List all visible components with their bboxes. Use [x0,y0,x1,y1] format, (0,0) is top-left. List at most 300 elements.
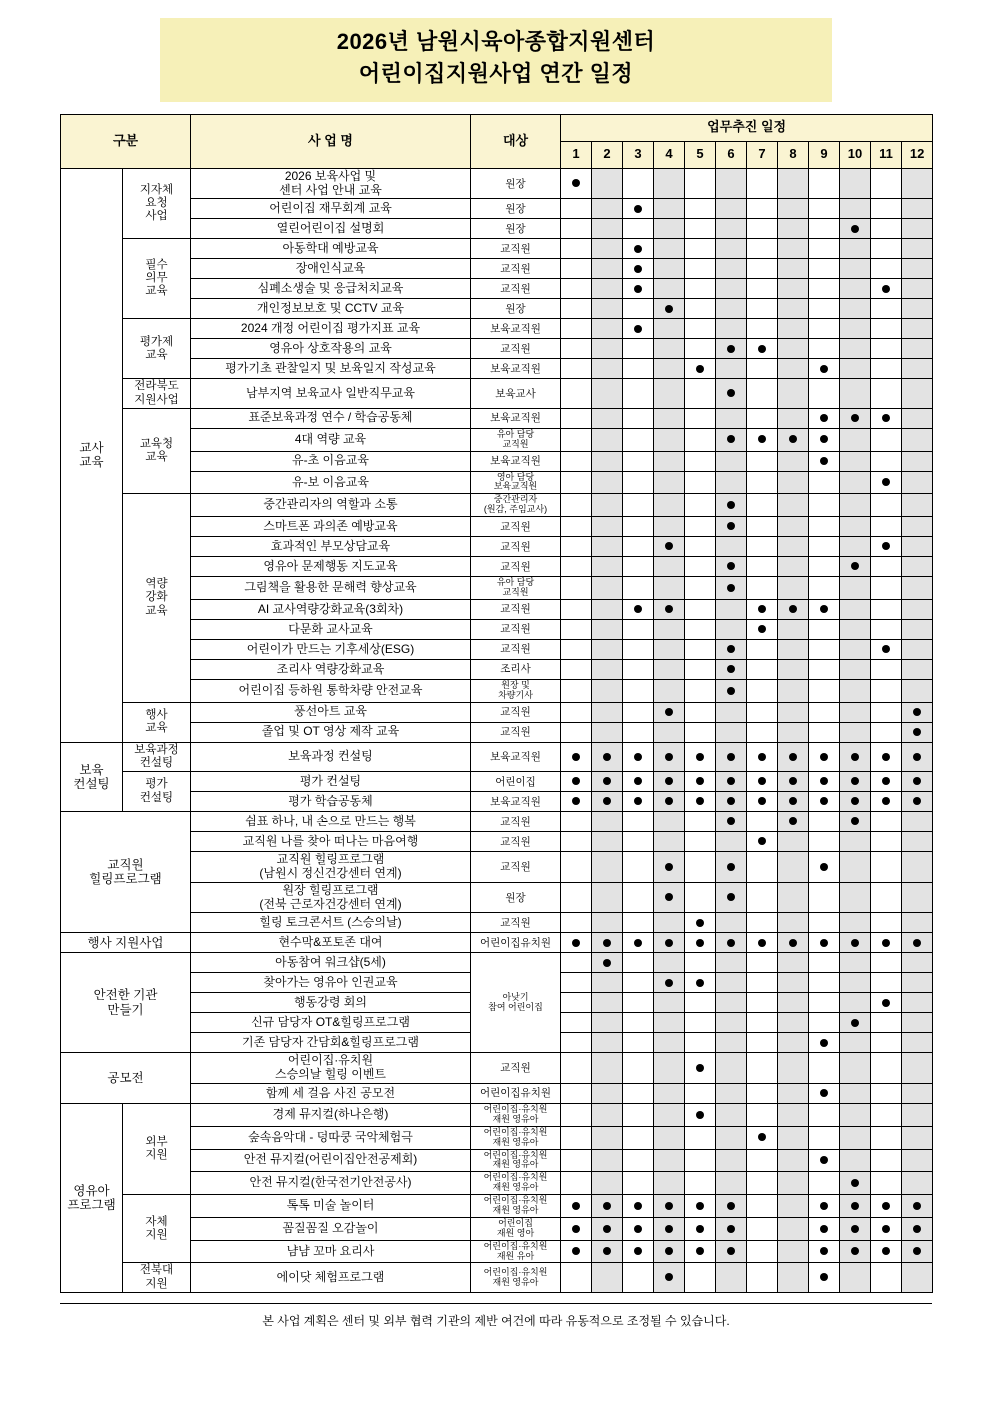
month-cell-7 [747,852,778,883]
month-cell-9 [809,471,840,494]
month-cell-9 [809,1033,840,1053]
month-cell-3 [623,239,654,259]
month-cell-5 [685,599,716,619]
program-name-cell: 안전 뮤지컬(어린이집안전공제회) [191,1149,471,1172]
subcategory-cell: 전라북도 지원사업 [123,379,191,408]
month-cell-12 [902,702,933,722]
month-cell-7 [747,1263,778,1292]
month-cell-9 [809,772,840,792]
month-cell-11 [871,1033,902,1053]
month-cell-9 [809,408,840,428]
program-name-cell: 유-보 이음교육 [191,471,471,494]
month-cell-10 [840,1053,871,1084]
month-cell-7 [747,259,778,279]
month-cell-5 [685,517,716,537]
month-cell-2 [592,471,623,494]
month-cell-3 [623,219,654,239]
month-cell-11 [871,792,902,812]
month-cell-12 [902,993,933,1013]
month-cell-10 [840,259,871,279]
month-cell-5 [685,494,716,517]
month-cell-5 [685,1103,716,1126]
schedule-dot-icon [727,817,735,825]
schedule-dot-icon [820,457,828,465]
month-cell-12 [902,199,933,219]
month-cell-8 [778,792,809,812]
month-cell-5 [685,1013,716,1033]
month-cell-2 [592,619,623,639]
month-cell-12 [902,359,933,379]
month-cell-11 [871,599,902,619]
month-cell-1 [561,913,592,933]
month-cell-11 [871,219,902,239]
month-cell-8 [778,577,809,600]
month-cell-10 [840,702,871,722]
header-month-4: 4 [654,141,685,168]
month-cell-6 [716,913,747,933]
schedule-dot-icon [913,728,921,736]
month-cell-5 [685,1033,716,1053]
month-cell-2 [592,1053,623,1084]
month-cell-10 [840,408,871,428]
month-cell-9 [809,299,840,319]
month-cell-5 [685,1083,716,1103]
program-name-cell: 에이닷 체험프로그램 [191,1263,471,1292]
month-cell-3 [623,1013,654,1033]
schedule-dot-icon [696,753,704,761]
category-cell: 교직원 힐링프로그램 [61,812,191,933]
month-cell-8 [778,168,809,199]
month-cell-11 [871,1083,902,1103]
month-cell-11 [871,933,902,953]
month-cell-5 [685,913,716,933]
month-cell-3 [623,639,654,659]
month-cell-6 [716,679,747,702]
month-cell-6 [716,1126,747,1149]
table-row [61,319,933,339]
month-cell-10 [840,471,871,494]
month-cell-3 [623,1172,654,1195]
schedule-dot-icon [572,179,580,187]
month-cell-5 [685,379,716,408]
month-cell-12 [902,537,933,557]
title-line-2: 어린이집지원사업 연간 일정 [358,60,634,86]
month-cell-9 [809,599,840,619]
month-cell-2 [592,993,623,1013]
month-cell-3 [623,1195,654,1218]
month-cell-7 [747,619,778,639]
table-row [61,1126,933,1149]
table-row [61,619,933,639]
table-row [61,259,933,279]
month-cell-9 [809,1240,840,1263]
month-cell-11 [871,279,902,299]
month-cell-6 [716,639,747,659]
month-cell-9 [809,812,840,832]
month-cell-6 [716,1263,747,1292]
program-name-cell: 교직원 나를 찾아 떠나는 마음여행 [191,832,471,852]
month-cell-7 [747,1240,778,1263]
month-cell-3 [623,792,654,812]
month-cell-8 [778,339,809,359]
schedule-dot-icon [727,501,735,509]
program-name-cell: 아동참여 워크샵(5세) [191,953,471,973]
month-cell-1 [561,577,592,600]
schedule-dot-icon [882,777,890,785]
month-cell-3 [623,168,654,199]
month-cell-3 [623,742,654,771]
schedule-dot-icon [727,939,735,947]
table-row [61,168,933,199]
program-name-cell: 개인정보보호 및 CCTV 교육 [191,299,471,319]
month-cell-6 [716,408,747,428]
month-cell-11 [871,494,902,517]
program-name-cell: 아동학대 예방교육 [191,239,471,259]
month-cell-10 [840,772,871,792]
month-cell-1 [561,742,592,771]
month-cell-9 [809,1263,840,1292]
month-cell-4 [654,537,685,557]
month-cell-8 [778,359,809,379]
schedule-dot-icon [913,1247,921,1255]
target-cell: 교직원 [471,259,561,279]
schedule-dot-icon [882,1225,890,1233]
month-cell-11 [871,1013,902,1033]
program-name-cell: 어린이집·유치원 스승의날 힐링 이벤트 [191,1053,471,1084]
target-cell: 보육교직원 [471,319,561,339]
month-cell-1 [561,471,592,494]
table-header [61,114,933,168]
month-cell-9 [809,933,840,953]
month-cell-12 [902,517,933,537]
program-name-cell: 그림책을 활용한 문해력 향상교육 [191,577,471,600]
month-cell-11 [871,1217,902,1240]
month-cell-8 [778,882,809,913]
month-cell-9 [809,702,840,722]
schedule-dot-icon [727,1247,735,1255]
target-cell: 보육교사 [471,379,561,408]
month-cell-8 [778,319,809,339]
month-cell-6 [716,973,747,993]
target-cell: 원장 [471,882,561,913]
schedule-dot-icon [665,797,673,805]
month-cell-7 [747,722,778,742]
month-cell-10 [840,1240,871,1263]
month-cell-5 [685,722,716,742]
schedule-dot-icon [727,584,735,592]
schedule-dot-icon [696,939,704,947]
month-cell-6 [716,702,747,722]
schedule-dot-icon [665,1225,673,1233]
month-cell-12 [902,1013,933,1033]
table-row [61,279,933,299]
table-row [61,1083,933,1103]
table-row [61,359,933,379]
month-cell-5 [685,812,716,832]
program-name-cell: 행동강령 회의 [191,993,471,1013]
target-cell: 교직원 [471,722,561,742]
target-cell: 보육교직원 [471,742,561,771]
month-cell-9 [809,1053,840,1084]
schedule-dot-icon [882,414,890,422]
program-name-cell: 2024 개정 어린이집 평가지표 교육 [191,319,471,339]
target-cell: 어린이집유치원 [471,1083,561,1103]
target-cell: 교직원 [471,279,561,299]
month-cell-9 [809,722,840,742]
schedule-dot-icon [758,837,766,845]
table-row [61,679,933,702]
month-cell-6 [716,1217,747,1240]
month-cell-6 [716,659,747,679]
month-cell-1 [561,239,592,259]
month-cell-1 [561,319,592,339]
month-cell-9 [809,1172,840,1195]
table-row [61,408,933,428]
month-cell-10 [840,852,871,883]
month-cell-12 [902,219,933,239]
month-cell-4 [654,219,685,239]
schedule-dot-icon [634,753,642,761]
month-cell-1 [561,299,592,319]
month-cell-2 [592,494,623,517]
month-cell-10 [840,742,871,771]
month-cell-7 [747,933,778,953]
month-cell-1 [561,279,592,299]
target-cell: 교직원 [471,557,561,577]
month-cell-2 [592,1240,623,1263]
month-cell-1 [561,722,592,742]
month-cell-12 [902,882,933,913]
month-cell-8 [778,993,809,1013]
target-cell: 원장 [471,219,561,239]
schedule-dot-icon [665,939,673,947]
month-cell-3 [623,199,654,219]
schedule-dot-icon [820,365,828,373]
schedule-dot-icon [634,265,642,273]
month-cell-4 [654,1195,685,1218]
month-cell-2 [592,339,623,359]
month-cell-11 [871,702,902,722]
schedule-dot-icon [789,605,797,613]
month-cell-6 [716,259,747,279]
month-cell-12 [902,279,933,299]
month-cell-9 [809,973,840,993]
target-cell: 교직원 [471,619,561,639]
month-cell-3 [623,973,654,993]
header-month-3: 3 [623,141,654,168]
month-cell-7 [747,1083,778,1103]
month-cell-9 [809,913,840,933]
program-name-cell: 현수막&포토존 대여 [191,933,471,953]
month-cell-11 [871,1195,902,1218]
month-cell-5 [685,882,716,913]
month-cell-9 [809,279,840,299]
month-cell-9 [809,428,840,451]
program-name-cell: 중간관리자의 역할과 소통 [191,494,471,517]
month-cell-7 [747,428,778,451]
month-cell-3 [623,408,654,428]
schedule-dot-icon [696,365,704,373]
month-cell-5 [685,299,716,319]
schedule-dot-icon [851,939,859,947]
month-cell-8 [778,299,809,319]
month-cell-7 [747,659,778,679]
month-cell-8 [778,1053,809,1084]
month-cell-8 [778,279,809,299]
month-cell-7 [747,973,778,993]
month-cell-3 [623,279,654,299]
target-cell: 유아 담당 교직원 [471,577,561,600]
subcategory-cell: 지자체 요청 사업 [123,168,191,239]
program-name-cell: 힐링 토크콘서트 (스승의날) [191,913,471,933]
program-name-cell: 기존 담당자 간담회&힐링프로그램 [191,1033,471,1053]
month-cell-5 [685,408,716,428]
program-name-cell: 조리사 역량강화교육 [191,659,471,679]
month-cell-4 [654,577,685,600]
month-cell-6 [716,599,747,619]
month-cell-10 [840,279,871,299]
table-row [61,742,933,771]
month-cell-6 [716,1103,747,1126]
target-cell: 교직원 [471,913,561,933]
target-cell: 어린이집·유치원 재원 영유아 [471,1263,561,1292]
month-cell-7 [747,577,778,600]
schedule-dot-icon [851,1202,859,1210]
month-cell-6 [716,1172,747,1195]
schedule-dot-icon [665,893,673,901]
month-cell-11 [871,259,902,279]
schedule-dot-icon [851,414,859,422]
month-cell-8 [778,1033,809,1053]
schedule-dot-icon [820,1202,828,1210]
month-cell-3 [623,319,654,339]
month-cell-10 [840,428,871,451]
table-row [61,882,933,913]
schedule-dot-icon [727,753,735,761]
month-cell-10 [840,1263,871,1292]
schedule-dot-icon [665,1202,673,1210]
table-row [61,913,933,933]
month-cell-7 [747,1172,778,1195]
month-cell-3 [623,537,654,557]
schedule-dot-icon [696,1111,704,1119]
month-cell-7 [747,679,778,702]
month-cell-3 [623,852,654,883]
month-cell-7 [747,1103,778,1126]
table-row [61,299,933,319]
month-cell-8 [778,772,809,792]
target-cell: 어린이집·유치원 재원 영유아 [471,1126,561,1149]
table-row [61,1053,933,1084]
schedule-dot-icon [727,1202,735,1210]
month-cell-4 [654,659,685,679]
month-cell-1 [561,659,592,679]
month-cell-4 [654,1103,685,1126]
schedule-dot-icon [913,797,921,805]
month-cell-12 [902,619,933,639]
header-month-2: 2 [592,141,623,168]
month-cell-9 [809,619,840,639]
month-cell-3 [623,702,654,722]
month-cell-7 [747,1195,778,1218]
table-row [61,722,933,742]
month-cell-10 [840,577,871,600]
month-cell-10 [840,1195,871,1218]
schedule-dot-icon [727,345,735,353]
month-cell-11 [871,471,902,494]
target-cell: 교직원 [471,852,561,883]
month-cell-3 [623,1240,654,1263]
category-cell: 영유아 프로그램 [61,1103,123,1292]
month-cell-6 [716,722,747,742]
target-cell: 어린이집유치원 [471,933,561,953]
month-cell-11 [871,953,902,973]
month-cell-10 [840,379,871,408]
schedule-dot-icon [882,645,890,653]
schedule-dot-icon [634,797,642,805]
month-cell-8 [778,1172,809,1195]
table-row [61,428,933,451]
month-cell-1 [561,1013,592,1033]
subcategory-cell: 보육과정 컨설팅 [123,742,191,771]
month-cell-3 [623,577,654,600]
month-cell-7 [747,1053,778,1084]
target-cell: 원장 [471,199,561,219]
schedule-dot-icon [820,435,828,443]
month-cell-2 [592,1033,623,1053]
month-cell-5 [685,679,716,702]
program-name-cell: 스마트폰 과의존 예방교육 [191,517,471,537]
month-cell-5 [685,259,716,279]
month-cell-2 [592,852,623,883]
month-cell-7 [747,913,778,933]
month-cell-1 [561,1263,592,1292]
month-cell-6 [716,953,747,973]
month-cell-12 [902,832,933,852]
month-cell-5 [685,953,716,973]
table-row [61,517,933,537]
month-cell-5 [685,792,716,812]
month-cell-9 [809,1083,840,1103]
month-cell-12 [902,1217,933,1240]
month-cell-10 [840,359,871,379]
schedule-dot-icon [634,605,642,613]
month-cell-6 [716,168,747,199]
program-name-cell: 영유아 상호작용의 교육 [191,339,471,359]
table-row [61,1240,933,1263]
month-cell-12 [902,953,933,973]
month-cell-7 [747,517,778,537]
month-cell-11 [871,1263,902,1292]
month-cell-8 [778,1240,809,1263]
table-row [61,953,933,973]
header-month-5: 5 [685,141,716,168]
month-cell-6 [716,772,747,792]
month-cell-3 [623,1217,654,1240]
program-name-cell: 어린이집 재무회계 교육 [191,199,471,219]
month-cell-8 [778,557,809,577]
month-cell-7 [747,339,778,359]
month-cell-2 [592,239,623,259]
subcategory-cell: 필수 의무 교육 [123,239,191,319]
month-cell-4 [654,1263,685,1292]
table-row [61,812,933,832]
schedule-dot-icon [727,863,735,871]
month-cell-7 [747,168,778,199]
month-cell-7 [747,219,778,239]
month-cell-7 [747,379,778,408]
month-cell-1 [561,993,592,1013]
